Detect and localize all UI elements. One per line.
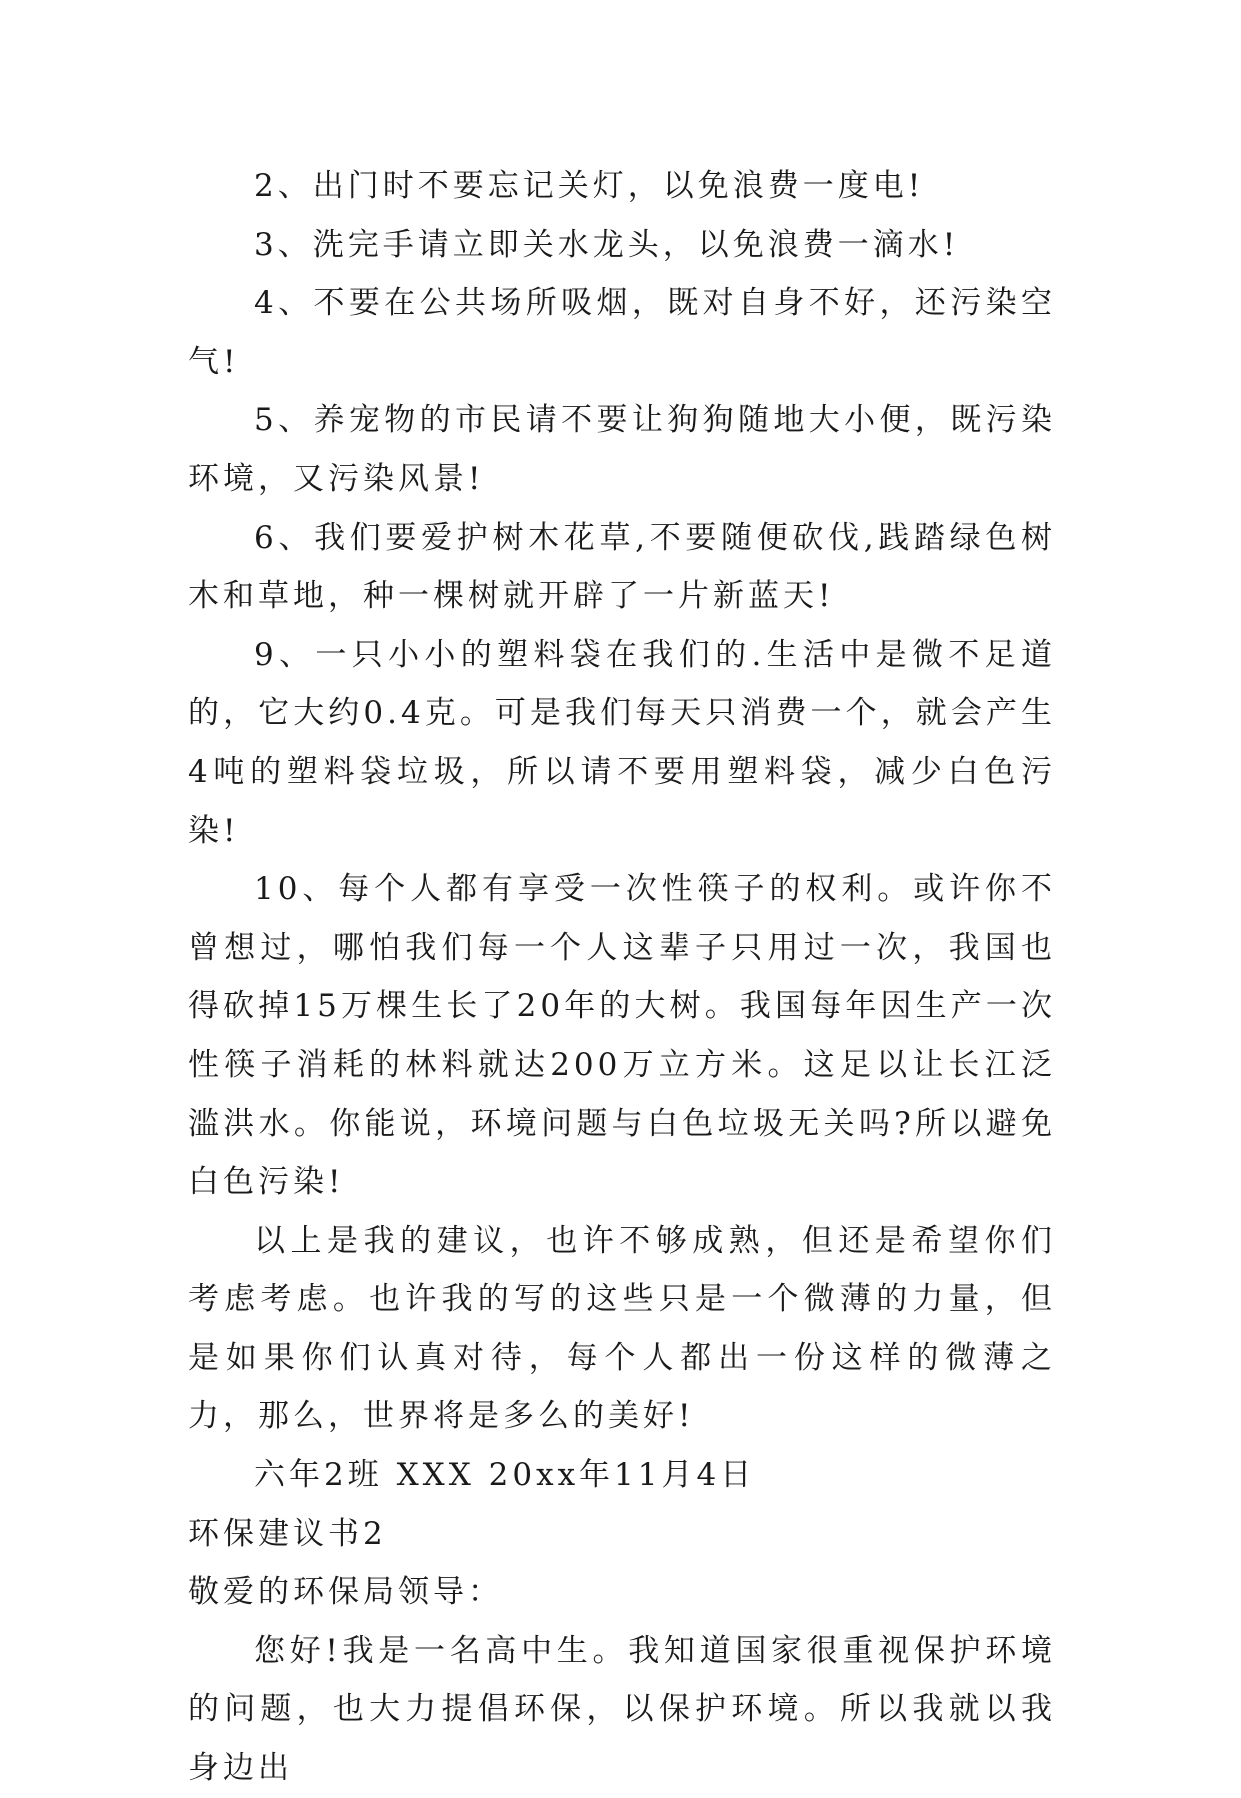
opening-paragraph: 您好!我是一名高中生。我知道国家很重视保护环境的问题，也大力提倡环保，以保护环境。所以我就以我身边出 [188, 1632, 1056, 1787]
paragraph-item-10: 10、每个人都有享受一次性筷子的权利。或许你不曾想过，哪怕我们每一个人这辈子只用过一次，我国也得砍掉15万棵生长了20年的大树。我国每年因生产一次性筷子消耗的林料就达200万立方米。这足以让长江泛滥洪水。你能说，环境问题与白色垃圾无关吗?所以避免白色污染! [188, 871, 1056, 1201]
signature-line: 六年2班 XXX 20xx年11月4日 [254, 1457, 756, 1494]
section-title: 环保建议书2 [188, 1515, 387, 1552]
document-body [188, 157, 1056, 1798]
salutation: 敬爱的环保局领导： [188, 1574, 503, 1611]
paragraph-item-5: 5、养宠物的市民请不要让狗狗随地大小便，既污染环境，又污染风景! [188, 402, 1056, 497]
paragraph-item-6: 6、我们要爱护树木花草,不要随便砍伐,践踏绿色树木和草地，种一棵树就开辟了一片新蓝天! [188, 519, 1056, 615]
paragraph-item-9: 9、一只小小的塑料袋在我们的.生活中是微不足道的，它大约0.4克。可是我们每天只消费一个，就会产生4吨的塑料袋垃圾，所以请不要用塑料袋，减少白色污染! [188, 636, 1056, 849]
paragraph-item-2: 2、出门时不要忘记关灯，以免浪费一度电! [254, 168, 925, 204]
paragraph-item-3: 3、洗完手请立即关水龙头，以免浪费一滴水! [254, 226, 960, 263]
paragraph-item-4: 4、不要在公共场所吸烟，既对自身不好，还污染空气! [188, 285, 1056, 380]
closing-paragraph: 以上是我的建议，也许不够成熟，但还是希望你们考虑考虑。也许我的写的这些只是一个微薄的力量，但是如果你们认真对待，每个人都出一份这样的微薄之力，那么，世界将是多么的美好! [188, 1222, 1056, 1435]
